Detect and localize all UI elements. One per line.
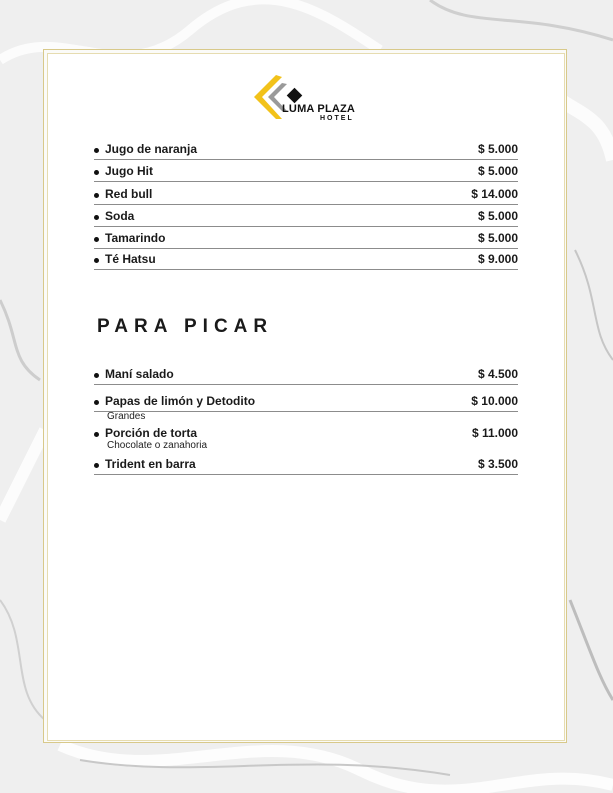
bullet-icon xyxy=(94,432,99,437)
list-item xyxy=(92,187,518,205)
list-item xyxy=(92,164,518,182)
item-price: $ 5.000 xyxy=(477,231,518,245)
list-item xyxy=(92,457,518,475)
bullet-icon xyxy=(94,170,99,175)
item-price: $ 14.000 xyxy=(471,187,518,201)
item-name: Jugo Hit xyxy=(105,164,153,178)
list-item xyxy=(92,252,518,270)
item-price: $ 9.000 xyxy=(477,252,518,266)
item-name: Maní salado xyxy=(105,367,174,381)
section-title-para-picar: PARA PICAR xyxy=(97,316,274,337)
item-name: Té Hatsu xyxy=(105,252,156,266)
item-name: Jugo de naranja xyxy=(105,142,198,156)
bullet-icon xyxy=(94,258,99,263)
item-price: $ 5.000 xyxy=(477,209,518,223)
item-note: Grandes xyxy=(107,411,146,422)
list-item xyxy=(92,209,518,227)
list-item xyxy=(92,367,518,385)
bullet-icon xyxy=(94,237,99,242)
item-name: Papas de limón y Detodito xyxy=(105,394,256,408)
list-item xyxy=(92,142,518,160)
item-price: $ 10.000 xyxy=(471,394,518,408)
item-note: Chocolate o zanahoria xyxy=(107,440,208,451)
item-name: Red bull xyxy=(105,187,153,201)
brand-name: LUMA PLAZA xyxy=(282,103,356,115)
bullet-icon xyxy=(94,215,99,220)
list-item xyxy=(92,231,518,249)
bullet-icon xyxy=(94,373,99,378)
item-price: $ 11.000 xyxy=(471,426,518,440)
item-name: Porción de torta xyxy=(105,426,198,440)
item-price: $ 5.000 xyxy=(477,142,518,156)
bullet-icon xyxy=(94,148,99,153)
bullet-icon xyxy=(94,463,99,468)
bullet-icon xyxy=(94,400,99,405)
bullet-icon xyxy=(94,193,99,198)
list-item xyxy=(92,426,518,440)
item-price: $ 3.500 xyxy=(477,457,518,471)
item-price: $ 5.000 xyxy=(477,164,518,178)
item-name: Tamarindo xyxy=(105,231,166,245)
item-name: Trident en barra xyxy=(105,457,196,471)
list-item xyxy=(92,394,518,412)
item-price: $ 4.500 xyxy=(477,367,518,381)
brand-subtitle: HOTEL xyxy=(320,115,354,122)
item-name: Soda xyxy=(105,209,135,223)
